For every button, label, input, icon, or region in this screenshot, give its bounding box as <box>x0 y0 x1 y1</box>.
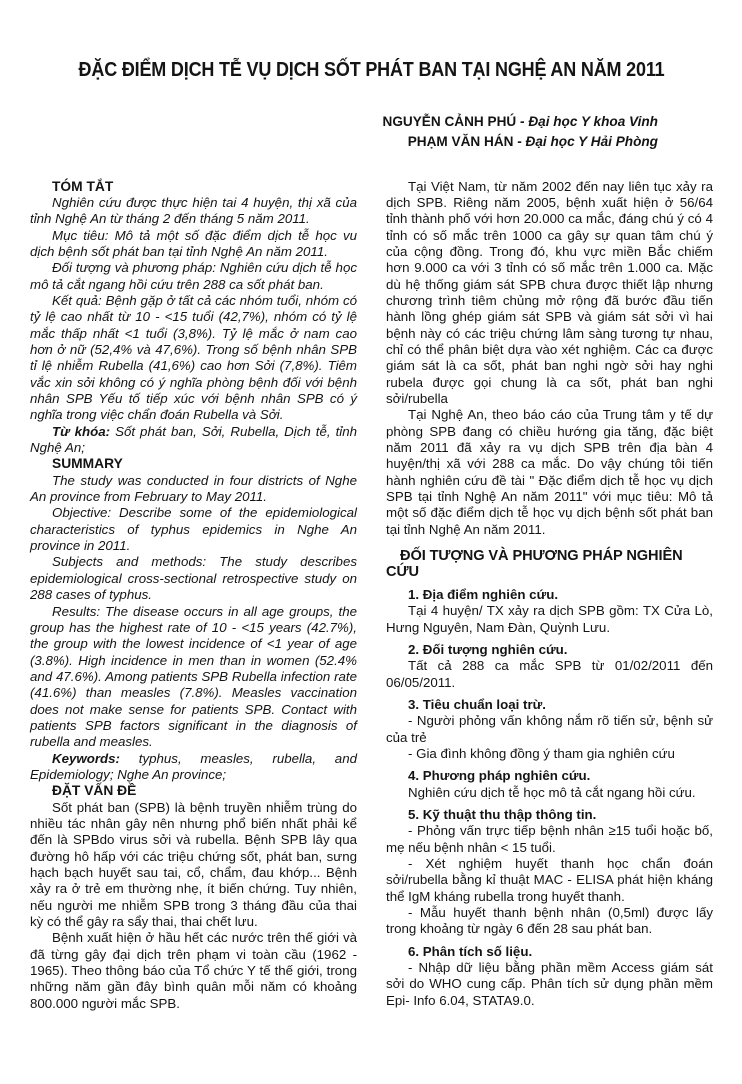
author-name: NGUYỄN CẢNH PHÚ <box>382 113 517 129</box>
methods-subheading-2: 2. Đối tượng nghiên cứu. <box>408 641 568 657</box>
keywords-en-label: Keywords: <box>52 750 120 766</box>
abstract-vi-paragraph: Đối tượng và phương pháp: Nghiên cứu dịch tễ học mô tả cắt ngang hồi cứu trên 288 ca sốt phát ban. <box>30 260 357 292</box>
keywords-vi-line <box>30 424 357 457</box>
methods-paragraph: Tất cả 288 ca mắc SPB từ 01/02/2011 đến 06/05/2011. <box>386 658 713 690</box>
abstract-en-paragraph: Objective: Describe some of the epidemiological characteristics of typhus epidemics in Nghe An province in 2011. <box>30 505 357 554</box>
author-line <box>30 132 658 152</box>
keywords-vi-text: Sốt phát ban, Sởi, Rubella, Dịch tễ, tỉnh Nghệ An; <box>30 423 358 456</box>
section-heading-tom-tat: TÓM TẮT <box>52 178 114 194</box>
methods-paragraph: - Mẫu huyết thanh bệnh nhân (0,5ml) được lấy trong khoảng từ ngày 6 đến 28 sau phát ban. <box>386 905 713 937</box>
methods-subheading-6: 6. Phân tích số liệu. <box>408 943 533 959</box>
methods-paragraph: - Xét nghiệm huyết thanh học chẩn đoán sởi/rubella bằng kỉ thuật MAC - ELISA phát hiện kháng thể IgM kháng rubella trong huyết thanh. <box>386 855 713 904</box>
abstract-en-paragraph: The study was conducted in four districts of Nghe An province from February to May 2011. <box>30 472 357 505</box>
author-affiliation: Đại học Y Hải Phòng <box>525 134 658 150</box>
introduction-paragraph: Bệnh xuất hiện ở hầu hết các nước trên thế giới và đã từng gây đại dịch trên phạm vi toàn cầu (1962 - 1965). Theo thông báo của Tổ chức Y tế thế giới, trong những năm gần đây bình quân mỗi năm có khoảng 800.000 người mắc SPB. <box>30 930 357 1011</box>
author-separator: - <box>516 113 529 129</box>
abstract-vi-paragraph: Mục tiêu: Mô tả một số đặc điểm dịch tễ học vu dịch bệnh sốt phát ban tại tỉnh Nghệ An năm 2011. <box>30 227 357 259</box>
author-line <box>30 112 658 132</box>
section-heading-dat-van-de: ĐẶT VẤN ĐỀ <box>52 783 137 799</box>
author-affiliation: Đại học Y khoa Vinh <box>528 113 658 129</box>
methods-paragraph: Nghiên cứu dịch tễ học mô tả cắt ngang hồi cứu. <box>408 784 696 800</box>
section-heading-summary: SUMMARY <box>52 456 123 472</box>
right-column <box>386 179 713 1013</box>
two-column-body <box>30 179 714 1013</box>
author-separator: - <box>513 134 526 150</box>
abstract-en-paragraph: Results: The disease occurs in all age groups, the group has the highest rate of 10 - <15 years (42.7%), the group with the lowest incidence of <1 year of age (3.8%). High incidence in men than in women (52.4% and 47.6%). Among patients SPB Rubella infection rate (41.6%) than measles (7.8%). Measles vaccination does not make sense for patients SPB. Contact with patients SPB factors significant in the diagnosis of rubella and measles. <box>30 603 357 750</box>
methods-subheading-4: 4. Phương pháp nghiên cứu. <box>408 768 591 784</box>
abstract-en-paragraph: Subjects and methods: The study describes epidemiological cross-sectional retrospective study on 288 cases of typhus. <box>30 554 357 603</box>
methods-paragraph: - Nhập dữ liệu bằng phần mềm Access giám sát sởi do WHO cung cấp. Phân tích sử dụng phần mềm Epi- Info 6.04, STATA9.0. <box>386 960 713 1008</box>
methods-subheading-3: 3. Tiêu chuẩn loại trừ. <box>408 696 546 712</box>
author-name: PHẠM VĂN HÁN <box>407 134 514 150</box>
keywords-en-text: typhus, measles, rubella, and Epidemiology; Nghe An province; <box>30 750 357 782</box>
left-column <box>30 179 357 1013</box>
context-paragraph: Tại Việt Nam, từ năm 2002 đến nay liên tục xảy ra dịch SPB. Riêng năm 2005, bệnh xuất hiện ở 56/64 tỉnh thành phố với hơn 20.000 ca mắc, đáng chú ý có 4 tỉnh có số mắc trên 1000 ca gây sự quan tâm chú ý của cộng đồng. Trong đó, khu vực miền Bắc chiếm hơn 9.000 ca với 3 tỉnh có số mắc trên 1.000 ca. Mặc dù hệ thống giám sát SPB chưa được thiết lập nhưng chương trình tiêm chủng mở rộng đã bước đầu tiến hành lồng ghép giám sát SPB và giám sát sởi vì hai bệnh này có các triệu chứng lâm sàng tương tự nhau, chỉ có thể phân biệt dựa vào xét nghiệm. Các ca được giám sát là ca sốt, phát ban nghi ngờ sởi hay nghi rubela được gọi chung là ca sốt, phát ban nghi sởi/rubella <box>386 178 713 407</box>
keywords-en-line <box>30 751 357 784</box>
title-row <box>30 46 714 96</box>
paper-title: ĐẶC ĐIỂM DỊCH TỄ VỤ DỊCH SỐT PHÁT BAN TẠI NGHỆ AN NĂM 2011 <box>79 59 665 82</box>
abstract-vi-paragraph: Kết quả: Bệnh gặp ở tất cả các nhóm tuổi, nhóm có tỷ lệ cao nhất từ 10 - <15 tuổi (42,7%), nhóm có tỷ lệ mắc thấp nhất <1 tuổi (3,8%). Tỷ lệ mắc ở nam cao hơn ở nữ (52,4% và 47,6%). Trong số bệnh nhân SPB tỉ lệ nhiễm Rubella (41,6%) cao hơn Sởi (7,8%). Tiêm vắc xin sởi không có ý nghĩa phòng bệnh đối với bệnh nhân SPB Yếu tố tiếp xúc với bệnh nhân SPB có ý nghĩa trong việc chẩn đoán Rubella và Sởi. <box>30 292 357 423</box>
keywords-vi-label: Từ khóa: <box>52 423 111 439</box>
authors-block <box>30 112 714 153</box>
methods-paragraph: - Phỏng vấn trực tiếp bệnh nhân ≥15 tuổi hoặc bố, mẹ nếu bệnh nhân < 15 tuổi. <box>386 823 713 855</box>
methods-paragraph: Tại 4 huyện/ TX xảy ra dịch SPB gồm: TX Cửa Lò, Hưng Nguyên, Nam Đàn, Quỳnh Lưu. <box>386 603 713 635</box>
methods-subheading-1: 1. Địa điểm nghiên cứu. <box>408 586 559 602</box>
methods-paragraph: - Gia đình không đồng ý tham gia nghiên cứu <box>408 745 675 761</box>
methods-paragraph: - Người phỏng vấn không nắm rõ tiến sử, bệnh sử của trẻ <box>386 713 713 745</box>
methods-subheading-5: 5. Kỹ thuật thu thập thông tin. <box>408 806 597 822</box>
context-paragraph: Tại Nghệ An, theo báo cáo của Trung tâm y tế dự phòng SPB đang có chiều hướng gia tăng, đặc biệt năm 2011 đã xảy ra vụ dịch SPB trên địa bàn 4 huyện/thị xã với 288 ca mắc. Do vậy chúng tôi tiến hành nghiên cứu đề tài " Đặc điểm dịch tễ học vụ dịch SPB tại tỉnh Nghệ An năm 2011" với mục tiêu: Mô tả một số đặc điểm dịch tễ học vụ dịch bệnh sốt phát ban tại tỉnh Nghệ An năm 2011. <box>386 407 713 537</box>
section-heading-methods: ĐỐI TƯỢNG VÀ PHƯƠNG PHÁP NGHIÊN CỨU <box>386 548 683 581</box>
abstract-vi-paragraph: Nghiên cứu được thực hiện tai 4 huyện, thị xã của tỉnh Nghệ An từ tháng 2 đến tháng 5 năm 2011. <box>30 194 357 227</box>
introduction-paragraph: Sốt phát ban (SPB) là bệnh truyền nhiễm trùng do nhiều tác nhân gây nên nhưng phổ biến nhất phải kể đến là SPBdo virus sởi và rubella. Bệnh SPB lây qua đường hô hấp với các triệu chứng sốt, phát ban, sưng hạch bạch huyết sau tai, cổ, chẩm, đau khớp... Bệnh xảy ra ở trẻ em thường nhẹ, ít biến chứng. Tuy nhiên, nếu người me nhiễm SPB trong 3 tháng đầu của thai kỳ có thể gây ra sẩy thai, thai chết lưu. <box>30 799 357 930</box>
